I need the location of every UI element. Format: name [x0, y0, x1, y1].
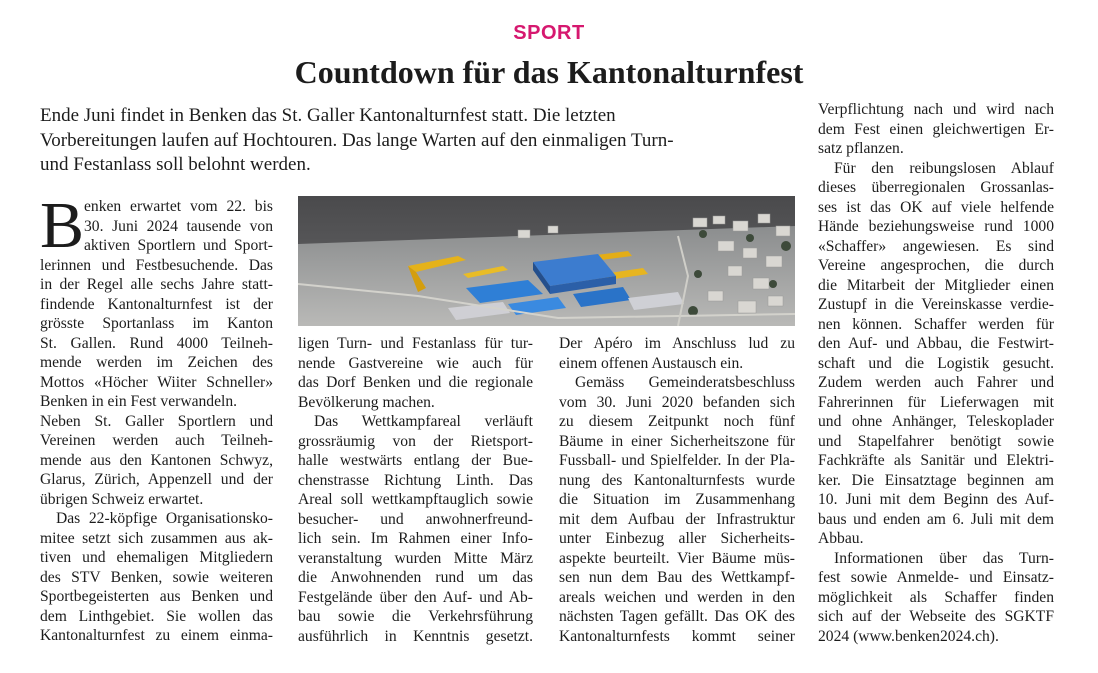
text-line: sich auf der Webseite des SGKTF [818, 608, 1054, 625]
drop-cap: B [40, 189, 85, 262]
article-column-2 [298, 334, 533, 646]
text-line: das Dorf Benken und die regionale [298, 374, 533, 391]
lead-line: und Festanlass soll belohnt werden. [40, 154, 311, 175]
text-line: Bäume in einer Sicherheitszone für [559, 432, 795, 450]
text-line: Informationen über das Turn- [834, 549, 1054, 567]
text-line: veranstaltung wurden Mitte März [298, 549, 533, 567]
text-line: Der Apéro im Anschluss lud zu [559, 335, 795, 352]
text-line: nen können. Schaffer werden für [818, 315, 1054, 333]
text-line: Gemäss Gemeinderatsbeschluss [575, 374, 795, 391]
text-line: einem offenen Austausch ein. [559, 354, 744, 372]
text-line: areals weichen und werden in den [559, 588, 795, 606]
text-line: möglichkeit als Schaffer finden [818, 588, 1054, 606]
text-line: nende Gastvereine wie auch für [298, 354, 533, 372]
lead-line: Ende Juni findet in Benken das St. Galler Kantonalturnfest statt. Die letzten [40, 105, 616, 126]
text-line: Kantonalturnfest zu einem einma- [40, 627, 273, 644]
text-line: die Situation im Zusammenhang [559, 491, 795, 508]
text-line: grossräumig von der Rietsport- [298, 432, 533, 450]
text-line: Mottos «Höcher Wiiter Schneller» [40, 373, 273, 391]
text-line: Festgelände über den Auf- und Ab- [298, 588, 533, 606]
text-line: aspekte beurteilt. Vier Bäume müs- [559, 549, 795, 567]
text-line: ligen Turn- und Festanlass für tur- [298, 335, 533, 352]
text-line: Fussball- und Spielfelder. In der Pla- [559, 452, 795, 469]
text-line: Glarus, Zürich, Appenzell und der [40, 471, 273, 488]
text-line: Kantonalturnfests kommt seiner [559, 627, 795, 645]
article-column-3 [559, 334, 795, 646]
text-line: Areal soll wettkampftauglich sowie [298, 491, 533, 508]
text-line: mitee setzt sich zusammen aus ak- [40, 529, 273, 547]
text-line: Zustupf in die Vereinskasse verdie- [818, 296, 1054, 313]
text-line: Abbau. [818, 530, 864, 547]
text-line: ausführlich in Kenntnis gesetzt. [298, 627, 533, 645]
text-line: grösste Sportanlass im Kanton [40, 315, 273, 332]
text-line: chenstrasse Richtung Linth. Das [298, 471, 533, 489]
text-line: des STV Benken, sowie weiteren [40, 568, 273, 586]
text-line: vom 30. Juni 2020 befanden sich [559, 393, 795, 411]
text-line: Bevölkerung machen. [298, 393, 435, 411]
article-lead [40, 104, 800, 178]
text-line: Benken in ein Fest verwandeln. [40, 393, 238, 410]
text-line: mit dem Aufbau der Infrastruktur [559, 510, 795, 528]
text-line: 2024 (www.benken2024.ch). [818, 627, 999, 645]
text-line: Hände beziehungsweise rund 1000 [818, 218, 1054, 235]
text-line: sen nun dem Bau des Wettkampf- [559, 569, 795, 586]
text-line: Fahrerinnen für Lieferwagen mit [818, 393, 1054, 411]
text-line: St. Gallen. Rund 4000 Teilneh- [40, 334, 273, 352]
text-line: Vereine angesprochen, die durch [818, 257, 1054, 274]
text-line: Vereinen werden auch Teilneh- [40, 432, 273, 449]
text-line: besucher- und anwohnerfreund- [298, 510, 533, 528]
text-line: und Stapelfahrer benötigt sowie [818, 432, 1054, 450]
text-line: dieses überregionalen Grossanlas- [818, 179, 1054, 196]
text-line: dem Fest einen gleichwertigen Er- [818, 120, 1054, 138]
text-line: findende Kantonalturnfest ist der [40, 295, 273, 313]
text-line: 10. Juni mit dem Beginn des Auf- [818, 491, 1054, 508]
text-line: lerinnen und Festbesuchende. Das [40, 256, 273, 274]
text-line: aktiven Sportlern und Sport- [84, 237, 273, 254]
text-line: ses ist das OK auf viele helfende [818, 198, 1054, 216]
text-line: halle westwärts entlang der Bue- [298, 452, 533, 469]
text-line: Neben St. Galler Sportlern und [40, 412, 273, 430]
text-line: bau sowie die Verkehrsführung [298, 608, 533, 625]
text-line: zu diesem Zeitpunkt noch fünf [559, 413, 795, 430]
text-line: Das 22-köpfige Organisationsko- [56, 510, 273, 527]
text-line: fest sowie Anmelde- und Einsatz- [818, 569, 1054, 586]
text-line: enken erwartet vom 22. bis [84, 198, 273, 215]
section-kicker: SPORT [513, 22, 585, 44]
text-line: den Auf- und Abbau, die Festwirt- [818, 335, 1054, 352]
text-line: Für den reibungslosen Ablauf [834, 159, 1054, 177]
text-line: dem Linthgebiet. Sie wollen das [40, 607, 273, 625]
text-line: Sportbegeisterten aus Benken und [40, 588, 273, 605]
text-line: nung des Kantonalturnfests wurde [559, 471, 795, 489]
text-line: in der Regel alle sechs Jahre statt- [40, 276, 273, 293]
text-line: die Mitarbeit der Mitglieder einen [818, 276, 1054, 294]
text-line: schaft und die Logistik gesucht. [818, 354, 1054, 372]
lead-line: Vorbereitungen laufen auf Hochtouren. Das lange Warten auf den einmaligen Turn- [40, 129, 674, 151]
text-line: tiven und ehemaligen Mitgliedern [40, 549, 273, 566]
text-line: 30. Juni 2024 tausende von [84, 217, 273, 235]
text-line: und ohne Anhänger, Teleskoplader [818, 413, 1054, 430]
text-line: Das Wettkampfareal verläuft [314, 413, 533, 430]
text-line: Fachkräfte als Sanitär und Elektri- [818, 452, 1054, 469]
article-column-4 [818, 100, 1054, 646]
text-line: ker. Die Einsatztage beginnen am [818, 471, 1054, 489]
text-line: Verpflichtung nach und wird nach [818, 101, 1054, 118]
text-line: mende werden im Zeichen des [40, 354, 273, 371]
text-line: übrigen Schweiz erwartet. [40, 490, 204, 508]
aerial-site-photo [298, 196, 795, 326]
text-line: Zudem werden auch Fahrer und [818, 374, 1054, 391]
text-line: baus und enden am 6. Juli mit dem [818, 510, 1054, 528]
text-line: lich sein. Im Rahmen einer Info- [298, 530, 533, 547]
article-column-1 [40, 189, 273, 646]
article-headline: Countdown für das Kantonalturnfest [294, 54, 804, 90]
text-line: «Schaffer» angewiesen. Es sind [818, 237, 1054, 255]
text-line: unter Einbezug aller Sicherheits- [559, 530, 795, 547]
text-line: nächsten Tagen gefällt. Das OK des [559, 608, 795, 625]
text-line: mende aus den Kantonen Schwyz, [40, 451, 273, 469]
text-line: satz pflanzen. [818, 140, 904, 157]
text-line: die Anwohnenden rund um das [298, 569, 533, 586]
aerial-site-rendering-icon [298, 196, 795, 326]
